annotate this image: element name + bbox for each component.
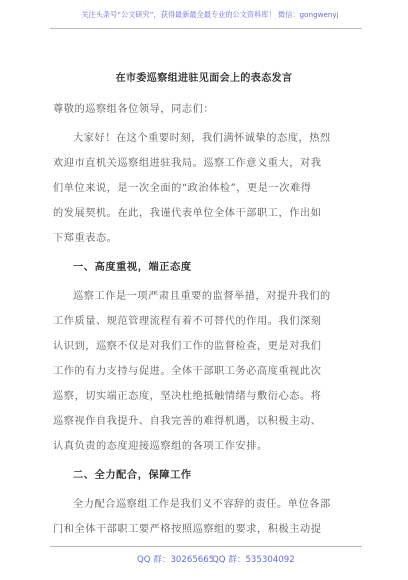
section-1-line-4: 工作的有力支持与促进。全体干部职工务必高度重视此次 (53, 366, 322, 377)
section-1-line-6: 巡察视作自我提升、自我完善的难得机遇，以积极主动、 (53, 416, 322, 427)
section-1-line-2: 工作质量、规范管理流程有着不可替代的作用。我们深刻 (53, 316, 322, 327)
section-1-heading: 一、高度重视，端正态度 (73, 261, 192, 273)
intro-line-3: 们单位来说，是一次全面的“政治体检”，更是一次难得 (53, 183, 312, 194)
intro-line-1: 大家好！在这个重要时刻，我们满怀诚挚的态度，热烈 (73, 133, 331, 144)
header-divider (50, 28, 362, 29)
section-2-heading: 二、全力配合，保障工作 (73, 469, 192, 481)
header-banner: 关注头条号“公文研究”，获得最新最全最专业的公文资料库！ 微信：gongwenyj (81, 10, 339, 19)
footer-qq-group-2: QQ 群：535304092 (212, 555, 295, 565)
section-1-line-5: 巡察，切实端正态度，坚决杜绝抵触情绪与敷衍心态。将 (53, 391, 322, 402)
intro-line-2: 欢迎市直机关巡察组进驻我局。巡察工作意义重大，对我 (53, 158, 322, 169)
intro-line-4: 的发展契机。在此，我谨代表单位全体干部职工，作出如 (53, 208, 322, 219)
section-1-line-3: 认识到，巡察不仅是对我们工作的监督检查，更是对我们 (53, 341, 322, 352)
section-1-line-7: 认真负责的态度迎接巡察组的各项工作安排。 (53, 441, 268, 452)
footer-divider (50, 546, 362, 547)
section-2-line-2: 门和全体干部职工要严格按照巡察组的要求，积极主动提 (53, 524, 322, 535)
document-title: 在市委巡察组进驻见面会上的表态发言 (115, 73, 293, 84)
footer-qq-group-1: QQ 群：30265665 (137, 555, 215, 565)
greeting: 尊敬的巡察组各位领导，同志们： (53, 104, 215, 115)
section-2-line-1: 全力配合巡察组工作是我们义不容辞的责任。单位各部 (73, 499, 331, 510)
intro-line-5: 下郑重表态。 (53, 233, 118, 244)
section-1-line-1: 巡察工作是一项严肃且重要的监督举措，对提升我们的 (73, 291, 331, 302)
